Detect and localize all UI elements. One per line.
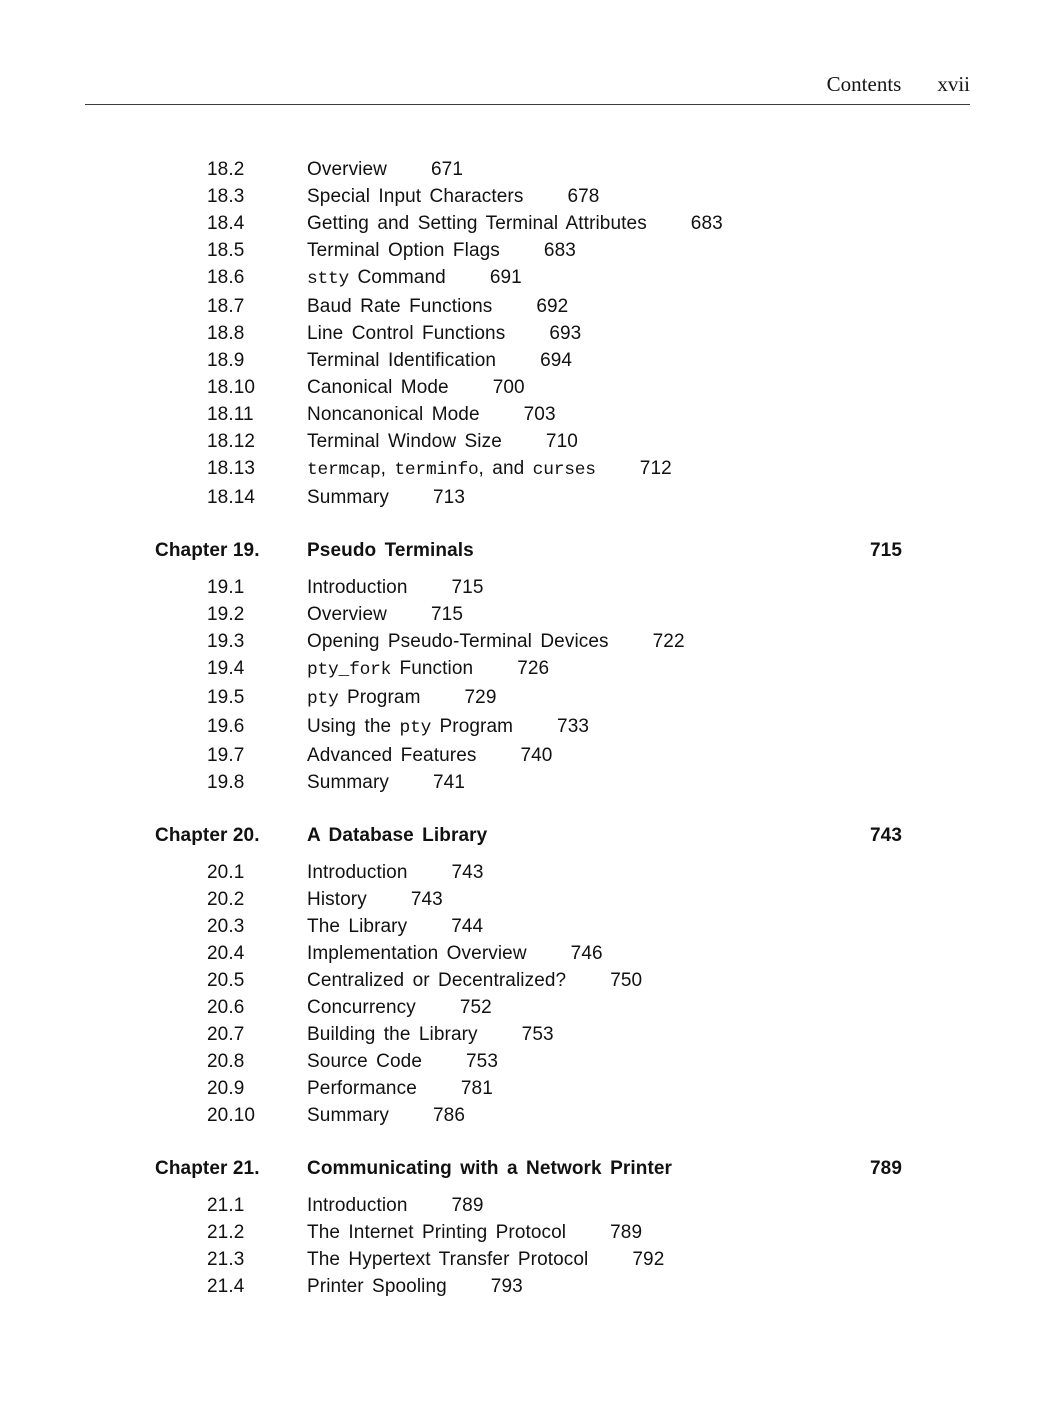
section-number: 18.7 — [207, 296, 245, 317]
section-number: 20.5 — [207, 970, 245, 991]
section-page-number: 700 — [492, 377, 525, 398]
section-number: 19.6 — [207, 716, 245, 737]
title-text: Overview — [307, 159, 387, 180]
section-number: 20.3 — [207, 916, 245, 937]
section-page-number: 691 — [489, 267, 522, 288]
chapter-label: Chapter 21. — [155, 1158, 260, 1179]
title-text: Program — [338, 687, 421, 708]
title-text: Terminal Identification — [307, 350, 497, 371]
toc-entry — [155, 967, 902, 994]
chapter-heading — [155, 537, 902, 564]
section-page-number: 710 — [545, 431, 578, 452]
toc-entry — [155, 713, 902, 742]
title-text: Noncanonical Mode — [307, 404, 480, 425]
title-text: Baud Rate Functions — [307, 296, 493, 317]
toc-entry — [155, 320, 902, 347]
title-text: The Internet Printing Protocol — [307, 1222, 567, 1243]
section-number: 21.2 — [207, 1222, 245, 1243]
section-title — [307, 347, 496, 374]
title-text: Building the Library — [307, 1024, 478, 1045]
toc-entry — [155, 859, 902, 886]
section-number: 18.13 — [207, 458, 256, 479]
title-text: Getting and Setting Terminal Attributes — [307, 213, 647, 234]
mono-term: pty — [399, 718, 432, 738]
title-text: Implementation Overview — [307, 943, 527, 964]
toc-entry — [155, 237, 902, 264]
section-title — [307, 886, 367, 913]
toc-entry — [155, 940, 902, 967]
section-title — [307, 628, 609, 655]
section-page-number: 712 — [639, 458, 672, 479]
title-text: , — [380, 458, 395, 479]
section-number: 20.8 — [207, 1051, 245, 1072]
toc-entry — [155, 994, 902, 1021]
section-title — [307, 574, 408, 601]
title-text: Function — [391, 658, 474, 679]
section-number: 19.2 — [207, 604, 245, 625]
toc-entry — [155, 374, 902, 401]
section-title — [307, 293, 492, 320]
section-title — [307, 374, 449, 401]
title-text: Advanced Features — [307, 745, 477, 766]
toc-entry — [155, 264, 902, 293]
toc-entry — [155, 574, 902, 601]
section-title — [307, 210, 647, 237]
section-number: 19.5 — [207, 687, 245, 708]
section-title — [307, 455, 596, 484]
title-text: Opening Pseudo-Terminal Devices — [307, 631, 609, 652]
title-text: Introduction — [307, 862, 408, 883]
section-number: 18.14 — [207, 487, 256, 508]
section-number: 19.4 — [207, 658, 245, 679]
section-number: 18.12 — [207, 431, 256, 452]
section-page-number: 671 — [430, 159, 463, 180]
section-number: 18.8 — [207, 323, 245, 344]
section-number: 20.1 — [207, 862, 245, 883]
section-page-number: 722 — [652, 631, 685, 652]
section-page-number: 753 — [466, 1051, 499, 1072]
section-number: 20.9 — [207, 1078, 245, 1099]
mono-term: pty_fork — [307, 660, 392, 680]
section-number: 18.11 — [207, 404, 254, 425]
toc-entry — [155, 1219, 902, 1246]
section-title — [307, 1075, 417, 1102]
toc-entry — [155, 1246, 902, 1273]
toc-entry — [155, 210, 902, 237]
section-title — [307, 940, 527, 967]
toc-entry — [155, 684, 902, 713]
chapter-heading — [155, 1155, 902, 1182]
section-number: 19.8 — [207, 772, 245, 793]
section-page-number: 786 — [433, 1105, 466, 1126]
section-page-number: 715 — [430, 604, 463, 625]
section-page-number: 793 — [490, 1276, 523, 1297]
chapter-page-number: 715 — [869, 540, 902, 561]
title-text: Line Control Functions — [307, 323, 506, 344]
title-text: Canonical Mode — [307, 377, 449, 398]
section-page-number: 726 — [517, 658, 550, 679]
section-page-number: 781 — [460, 1078, 493, 1099]
title-text: Special Input Characters — [307, 186, 524, 207]
running-header — [0, 72, 970, 97]
toc-entry — [155, 1192, 902, 1219]
toc-entry — [155, 742, 902, 769]
section-page-number: 753 — [521, 1024, 554, 1045]
toc-entry — [155, 1102, 902, 1129]
section-title — [307, 1219, 566, 1246]
section-title — [307, 913, 407, 940]
section-number: 18.6 — [207, 267, 245, 288]
title-text: History — [307, 889, 367, 910]
toc-entry — [155, 886, 902, 913]
section-title — [307, 1273, 447, 1300]
section-page-number: 729 — [464, 687, 497, 708]
toc-entry — [155, 1048, 902, 1075]
title-text: The Library — [307, 916, 408, 937]
section-title — [307, 484, 389, 511]
section-page-number: 789 — [610, 1222, 643, 1243]
title-text: Concurrency — [307, 997, 416, 1018]
chapter-title: Pseudo Terminals — [307, 540, 474, 561]
title-text: Program — [431, 716, 514, 737]
chapter-heading — [155, 822, 902, 849]
mono-term: termcap — [307, 460, 381, 480]
section-number: 19.3 — [207, 631, 245, 652]
section-number: 19.1 — [207, 577, 245, 598]
section-page-number: 741 — [433, 772, 466, 793]
section-number: 18.9 — [207, 350, 245, 371]
chapter-label: Chapter 20. — [155, 825, 260, 846]
chapter-page-number: 789 — [869, 1158, 902, 1179]
title-text: Overview — [307, 604, 387, 625]
toc-entry — [155, 156, 902, 183]
section-title — [307, 713, 513, 742]
section-number: 20.7 — [207, 1024, 245, 1045]
chapter-label: Chapter 19. — [155, 540, 260, 561]
mono-term: stty — [307, 269, 350, 289]
section-page-number: 683 — [690, 213, 723, 234]
section-number: 18.10 — [207, 377, 256, 398]
toc-entry — [155, 655, 902, 684]
section-page-number: 692 — [536, 296, 569, 317]
section-title — [307, 401, 480, 428]
header-page-number: xvii — [937, 72, 970, 96]
section-title — [307, 1048, 422, 1075]
section-page-number: 715 — [451, 577, 484, 598]
toc-entry — [155, 401, 902, 428]
toc-entry — [155, 347, 902, 374]
section-page-number: 746 — [570, 943, 603, 964]
section-page-number: 744 — [451, 916, 484, 937]
toc-entry — [155, 455, 902, 484]
section-page-number: 713 — [433, 487, 466, 508]
section-title — [307, 601, 387, 628]
section-number: 21.4 — [207, 1276, 245, 1297]
section-title — [307, 1021, 478, 1048]
toc-entry — [155, 913, 902, 940]
section-number: 18.2 — [207, 159, 245, 180]
section-number: 21.1 — [207, 1195, 245, 1216]
title-text: Using the — [307, 716, 400, 737]
title-text: Introduction — [307, 577, 408, 598]
toc-entry — [155, 1273, 902, 1300]
section-page-number: 750 — [610, 970, 643, 991]
section-title — [307, 994, 416, 1021]
title-text: Terminal Window Size — [307, 431, 502, 452]
header-rule — [85, 104, 970, 105]
title-text: Summary — [307, 772, 389, 793]
section-title — [307, 1192, 408, 1219]
section-page-number: 678 — [567, 186, 600, 207]
mono-term: terminfo — [394, 460, 479, 480]
section-page-number: 693 — [549, 323, 582, 344]
toc-entry — [155, 428, 902, 455]
section-title — [307, 859, 408, 886]
toc-entry — [155, 484, 902, 511]
section-page-number: 789 — [451, 1195, 484, 1216]
title-text: Summary — [307, 1105, 389, 1126]
title-text: Performance — [307, 1078, 417, 1099]
section-number: 21.3 — [207, 1249, 245, 1270]
chapter-title: A Database Library — [307, 825, 488, 846]
toc-entry — [155, 769, 902, 796]
title-text: Command — [349, 267, 446, 288]
section-page-number: 733 — [557, 716, 590, 737]
section-page-number: 740 — [520, 745, 553, 766]
section-page-number: 752 — [459, 997, 492, 1018]
section-number: 20.10 — [207, 1105, 256, 1126]
title-text: Printer Spooling — [307, 1276, 447, 1297]
toc-entry — [155, 1021, 902, 1048]
section-number: 18.4 — [207, 213, 245, 234]
section-number: 19.7 — [207, 745, 245, 766]
toc-entry — [155, 601, 902, 628]
section-title — [307, 156, 387, 183]
toc-entry — [155, 628, 902, 655]
toc-entry — [155, 1075, 902, 1102]
mono-term: curses — [532, 460, 596, 480]
chapter-title: Communicating with a Network Printer — [307, 1158, 673, 1179]
mono-term: pty — [307, 689, 339, 709]
section-page-number: 694 — [540, 350, 573, 371]
section-title — [307, 264, 446, 293]
section-number: 20.2 — [207, 889, 245, 910]
title-text: Terminal Option Flags — [307, 240, 500, 261]
title-text: Source Code — [307, 1051, 423, 1072]
section-number: 18.3 — [207, 186, 245, 207]
title-text: Centralized or Decentralized? — [307, 970, 567, 991]
section-title — [307, 428, 502, 455]
section-page-number: 743 — [451, 862, 484, 883]
chapter-page-number: 743 — [869, 825, 902, 846]
section-title — [307, 1102, 389, 1129]
section-title — [307, 742, 476, 769]
section-page-number: 703 — [523, 404, 556, 425]
title-text: , and — [478, 458, 533, 479]
section-title — [307, 684, 421, 713]
section-title — [307, 237, 500, 264]
section-title — [307, 1246, 588, 1273]
toc-entry — [155, 293, 902, 320]
toc — [155, 106, 902, 1300]
title-text: The Hypertext Transfer Protocol — [307, 1249, 589, 1270]
section-number: 20.4 — [207, 943, 245, 964]
header-title: Contents — [826, 72, 902, 96]
section-title — [307, 769, 389, 796]
toc-entry — [155, 183, 902, 210]
title-text: Introduction — [307, 1195, 408, 1216]
section-number: 18.5 — [207, 240, 245, 261]
section-number: 20.6 — [207, 997, 245, 1018]
section-page-number: 683 — [543, 240, 576, 261]
section-title — [307, 320, 505, 347]
section-page-number: 743 — [410, 889, 443, 910]
section-page-number: 792 — [632, 1249, 665, 1270]
section-title — [307, 967, 566, 994]
section-title — [307, 655, 473, 684]
title-text: Summary — [307, 487, 389, 508]
section-title — [307, 183, 523, 210]
